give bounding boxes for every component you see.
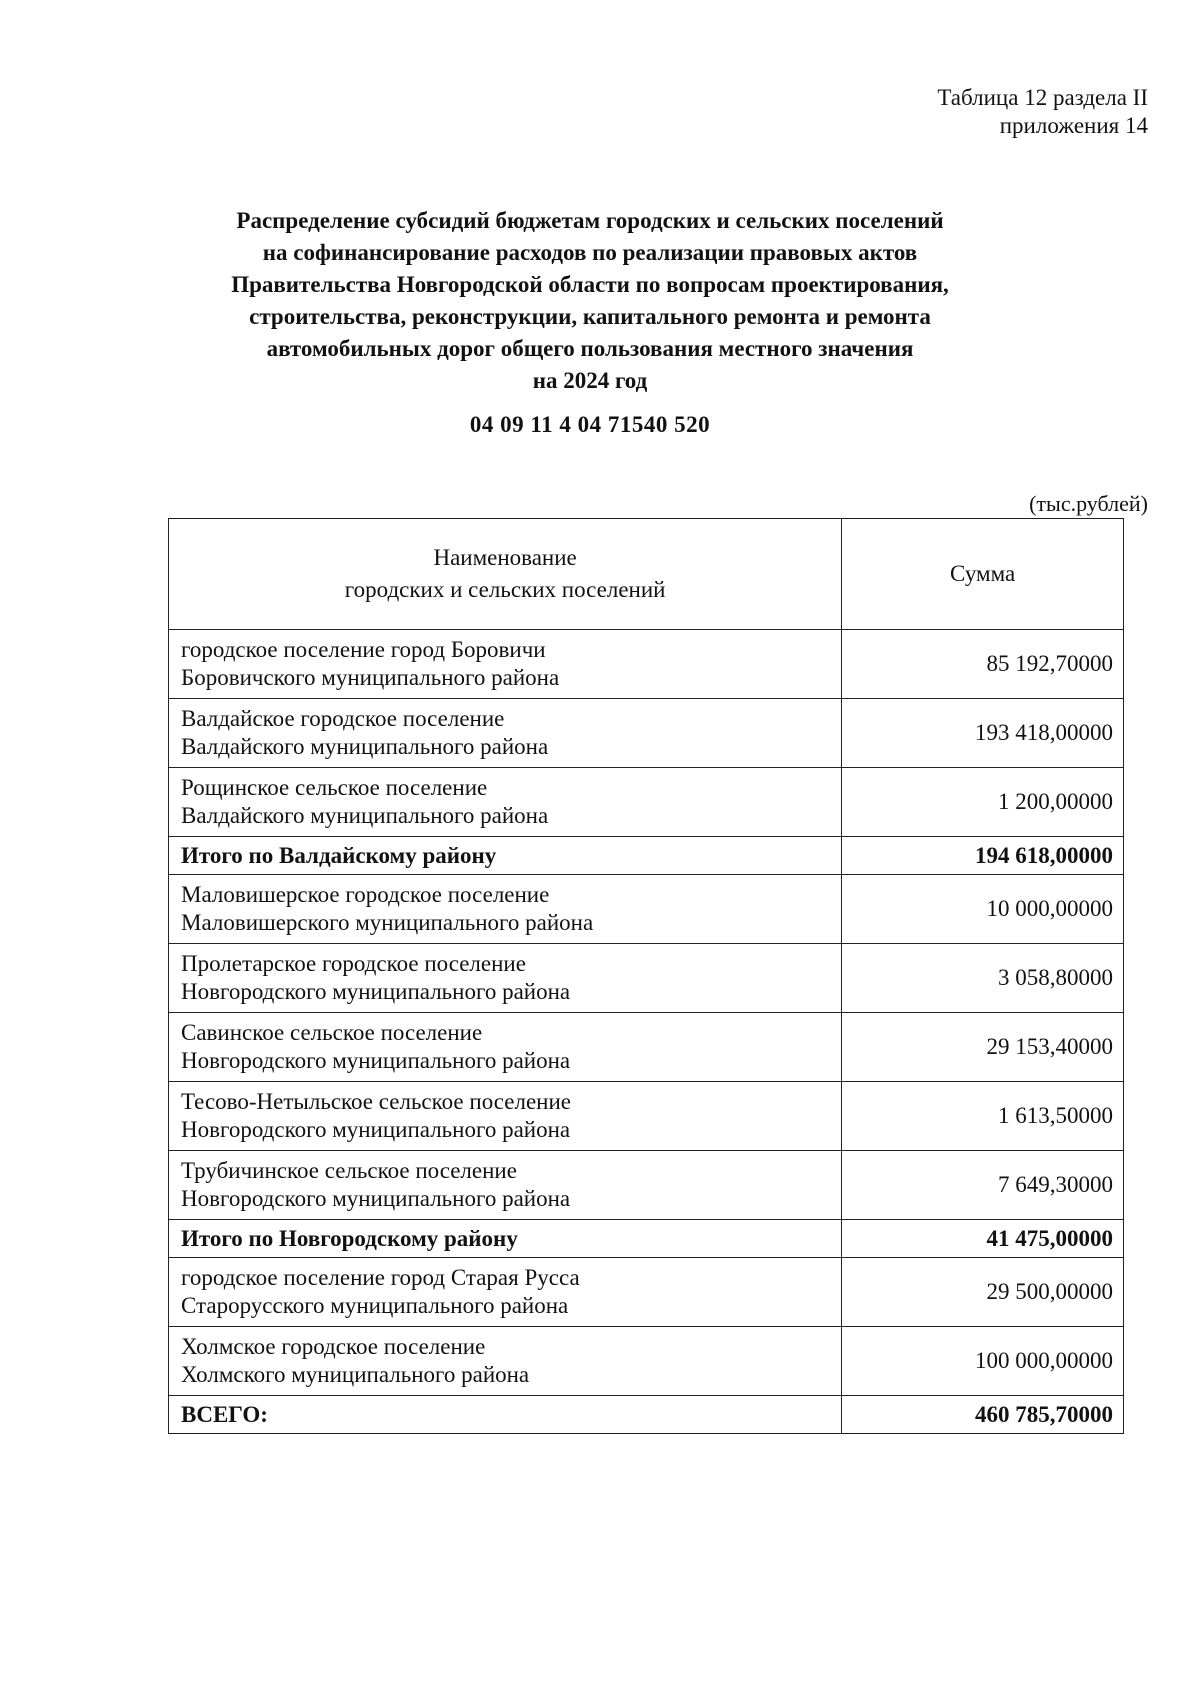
total-row bbox=[169, 1396, 1124, 1434]
table-row bbox=[169, 630, 1124, 699]
total-amount: 460 785,70000 bbox=[842, 1396, 1124, 1434]
settlement-name bbox=[169, 944, 842, 1013]
table-row bbox=[169, 699, 1124, 768]
table-row bbox=[169, 768, 1124, 837]
settlement-amount: 85 192,70000 bbox=[842, 630, 1124, 699]
settlement-name-line-2: Холмского муниципального района bbox=[181, 1362, 530, 1387]
settlement-name bbox=[169, 1082, 842, 1151]
table-body bbox=[169, 630, 1124, 1434]
total-label: Итого по Валдайскому району bbox=[169, 837, 842, 875]
title-line-6: на 2024 год bbox=[532, 368, 648, 393]
settlement-amount: 29 153,40000 bbox=[842, 1013, 1124, 1082]
settlement-amount: 193 418,00000 bbox=[842, 699, 1124, 768]
settlement-name bbox=[169, 630, 842, 699]
settlement-name-line-2: Новгородского муниципального района bbox=[181, 1186, 571, 1211]
title-line-5: автомобильных дорог общего пользования местного значения bbox=[266, 336, 914, 361]
title-line-1: Распределение субсидий бюджетам городских и сельских поселений bbox=[236, 208, 944, 233]
table-row bbox=[169, 1327, 1124, 1396]
settlement-name bbox=[169, 875, 842, 944]
title-line-3: Правительства Новгородской области по вопросам проектирования, bbox=[231, 272, 949, 297]
total-row bbox=[169, 1220, 1124, 1258]
units-label: (тыс.рублей) bbox=[1029, 491, 1148, 516]
settlement-amount: 1 200,00000 bbox=[842, 768, 1124, 837]
settlement-name bbox=[169, 1258, 842, 1327]
table-row bbox=[169, 875, 1124, 944]
settlement-name-line-1: городское поселение город Боровичи bbox=[181, 637, 546, 662]
settlement-name-line-2: Старорусского муниципального района bbox=[181, 1293, 569, 1318]
column-header-name-line-1: Наименование bbox=[433, 545, 577, 570]
table-reference-line-2: приложения 14 bbox=[999, 113, 1148, 138]
settlement-name-line-1: Маловишерское городское поселение bbox=[181, 882, 550, 907]
budget-classification-code: 04 09 11 4 04 71540 520 bbox=[469, 412, 711, 437]
total-label: ВСЕГО: bbox=[169, 1396, 842, 1434]
title-line-4: строительства, реконструкции, капитального ремонта и ремонта bbox=[249, 304, 931, 329]
settlement-name-line-1: Трубичинское сельское поселение bbox=[181, 1158, 517, 1183]
settlement-name-line-2: Валдайского муниципального района bbox=[181, 803, 549, 828]
table-reference-line-1: Таблица 12 раздела II bbox=[937, 85, 1148, 110]
settlement-amount: 10 000,00000 bbox=[842, 875, 1124, 944]
document-title bbox=[160, 205, 1020, 397]
table-row bbox=[169, 1258, 1124, 1327]
settlement-amount: 1 613,50000 bbox=[842, 1082, 1124, 1151]
subsidy-table bbox=[168, 518, 1124, 1434]
table-row bbox=[169, 1151, 1124, 1220]
settlement-name-line-1: Тесово-Нетыльское сельское поселение bbox=[181, 1089, 571, 1114]
settlement-name-line-2: Новгородского муниципального района bbox=[181, 979, 571, 1004]
settlement-name-line-1: Холмское городское поселение bbox=[181, 1334, 486, 1359]
settlement-name bbox=[169, 699, 842, 768]
settlement-name bbox=[169, 768, 842, 837]
total-amount: 41 475,00000 bbox=[842, 1220, 1124, 1258]
settlement-amount: 29 500,00000 bbox=[842, 1258, 1124, 1327]
settlement-name-line-2: Новгородского муниципального района bbox=[181, 1117, 571, 1142]
settlement-name-line-1: Пролетарское городское поселение bbox=[181, 951, 526, 976]
table-row bbox=[169, 1082, 1124, 1151]
settlement-name-line-1: городское поселение город Старая Русса bbox=[181, 1265, 580, 1290]
column-header-sum: Сумма bbox=[842, 519, 1124, 630]
settlement-name bbox=[169, 1151, 842, 1220]
table-row bbox=[169, 944, 1124, 1013]
settlement-amount: 100 000,00000 bbox=[842, 1327, 1124, 1396]
settlement-name-line-1: Валдайское городское поселение bbox=[181, 706, 505, 731]
column-header-name-line-2: городских и сельских поселений bbox=[344, 577, 666, 602]
settlement-name-line-2: Маловишерского муниципального района bbox=[181, 910, 594, 935]
settlement-name-line-2: Боровичского муниципального района bbox=[181, 665, 560, 690]
total-row bbox=[169, 837, 1124, 875]
settlement-name-line-2: Валдайского муниципального района bbox=[181, 734, 549, 759]
settlement-name-line-1: Савинское сельское поселение bbox=[181, 1020, 483, 1045]
table-reference bbox=[937, 84, 1148, 140]
settlement-name-line-2: Новгородского муниципального района bbox=[181, 1048, 571, 1073]
total-label: Итого по Новгородскому району bbox=[169, 1220, 842, 1258]
settlement-name-line-1: Рощинское сельское поселение bbox=[181, 775, 488, 800]
settlement-amount: 7 649,30000 bbox=[842, 1151, 1124, 1220]
settlement-name bbox=[169, 1013, 842, 1082]
settlement-amount: 3 058,80000 bbox=[842, 944, 1124, 1013]
title-line-2: на софинансирование расходов по реализации правовых актов bbox=[262, 240, 918, 265]
column-header-name bbox=[169, 519, 842, 630]
total-amount: 194 618,00000 bbox=[842, 837, 1124, 875]
table-row bbox=[169, 1013, 1124, 1082]
settlement-name bbox=[169, 1327, 842, 1396]
table-header-row bbox=[169, 519, 1124, 630]
